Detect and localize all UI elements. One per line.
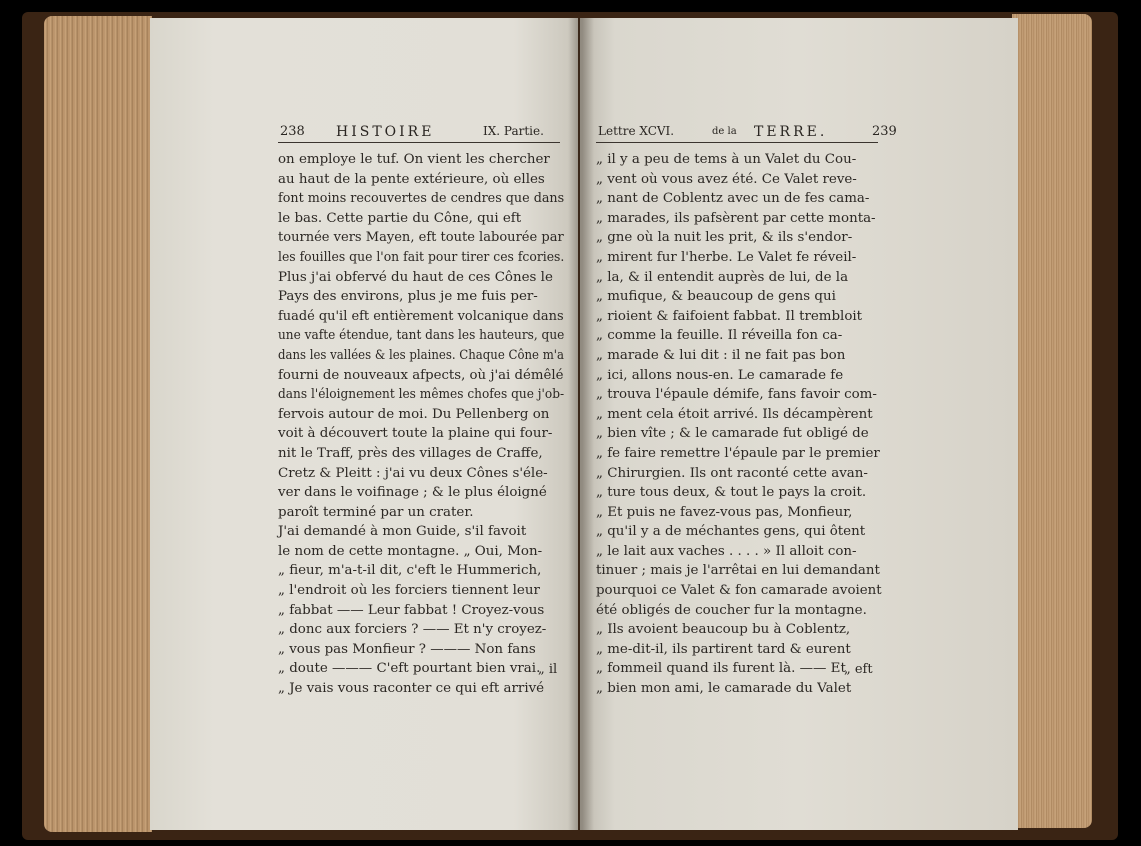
left-text-line: le nom de cette montagne. „ Oui, Mon- <box>278 543 543 559</box>
right-text-line: „ ici, allons nous-en. Le camarade fe <box>596 367 844 383</box>
right-text-line: „ me-dit-il, ils partirent tard & eurent <box>596 641 851 657</box>
right-page-edges <box>1012 14 1092 828</box>
right-text-line: „ ture tous deux, & tout le pays la croit. <box>596 485 867 501</box>
right-text-line: „ vent où vous avez été. Ce Valet reve- <box>596 171 857 187</box>
left-text-line: Cretz & Pleitt : j'ai vu deux Cônes s'éle- <box>278 465 548 481</box>
right-text-line: „ nant de Coblentz avec un de fes cama- <box>596 191 870 207</box>
right-catchword: „ eft <box>844 662 873 677</box>
left-text-line: fervois autour de moi. Du Pellenberg on <box>278 406 550 422</box>
right-text-line: été obligés de coucher fur la montagne. <box>596 602 867 618</box>
left-text-line: Plus j'ai obfervé du haut de ces Cônes le <box>278 269 553 285</box>
right-text-line: „ Ils avoient beaucoup bu à Coblentz, <box>596 622 851 638</box>
left-page-edges <box>44 16 152 832</box>
left-text-line: les fouilles que l'on fait pour tirer ces fcories. <box>278 249 565 265</box>
right-text-line: „ marades, ils pafsèrent par cette monta- <box>596 210 876 226</box>
left-text-line: fourni de nouveaux afpects, où j'ai démêlé <box>278 367 564 383</box>
left-text-line: font moins recouvertes de cendres que dans <box>278 191 565 207</box>
left-running-title: HISTOIRE <box>336 124 435 140</box>
right-body-text <box>596 150 882 699</box>
left-catchword: „ il <box>538 662 558 677</box>
right-text-line: „ la, & il entendit auprès de lui, de la <box>596 269 849 285</box>
right-text-line: „ marade & lui dit : il ne fait pas bon <box>596 347 846 363</box>
right-text-line: „ rioient & faifoient fabbat. Il trembloit <box>596 308 863 324</box>
left-text-line: fuadé qu'il eft entièrement volcanique dans <box>278 308 564 324</box>
right-text-line: „ ment cela étoit arrivé. Ils décampèrent <box>596 406 873 422</box>
right-header <box>598 124 898 144</box>
left-text-line: „ fieur, m'a-t-il dit, c'eft le Hummerich, <box>278 563 542 579</box>
left-text-line: paroît terminé par un crater. <box>278 504 474 520</box>
left-text-line: voit à découvert toute la plaine qui four- <box>278 426 553 442</box>
book-gutter <box>568 18 594 830</box>
left-text-line: Pays des environs, plus je me fuis per- <box>278 289 538 305</box>
right-text-line: „ comme la feuille. Il réveilla fon ca- <box>596 328 843 344</box>
right-text-line: „ gne où la nuit les prit, & ils s'endor- <box>596 230 853 246</box>
right-text-line: „ bien mon ami, le camarade du Valet <box>596 681 852 697</box>
right-text-line: tinuer ; mais je l'arrêtai en lui demandant <box>596 563 880 579</box>
right-text-line: „ il y a peu de tems à un Valet du Cou- <box>596 152 857 167</box>
right-text-line: „ qu'il y a de méchantes gens, qui ôtent <box>596 524 866 540</box>
right-text-line: „ trouva l'épaule démife, fans favoir com- <box>596 387 877 403</box>
right-text-line: „ mirent fur l'herbe. Le Valet fe réveil- <box>596 249 857 265</box>
left-header-rule <box>278 142 560 143</box>
left-text-line: „ l'endroit où les forciers tiennent leur <box>278 583 540 599</box>
left-text-line: „ fabbat —— Leur fabbat ! Croyez-vous <box>278 602 545 618</box>
left-text-line: „ doute ——— C'eft pourtant bien vrai. <box>278 661 541 677</box>
right-text-line: „ Et puis ne favez-vous pas, Monfieur, <box>596 504 853 520</box>
right-text-line: pourquoi ce Valet & fon camarade avoient <box>596 583 882 599</box>
right-page <box>580 18 1018 830</box>
right-text-line: „ mufique, & beaucoup de gens qui <box>596 289 836 305</box>
right-text-line: „ fommeil quand ils furent là. —— Et <box>596 661 846 677</box>
left-text-line: dans l'éloignement les mêmes chofes que j'ob- <box>278 387 565 403</box>
left-text-line: J'ai demandé à mon Guide, s'il favoit <box>278 524 527 540</box>
left-text-line: le bas. Cette partie du Cône, qui eft <box>278 210 522 226</box>
left-text-line: „ vous pas Monfieur ? ——— Non fans <box>278 641 536 657</box>
left-header <box>280 124 560 144</box>
right-running-terre: TERRE. <box>754 124 828 140</box>
left-text-line: ver dans le voifinage ; & le plus éloigné <box>278 485 547 501</box>
left-text-line: une vafte étendue, tant dans les hauteurs, que <box>278 328 565 344</box>
right-text-line: „ bien vîte ; & le camarade fut obligé de <box>596 426 869 442</box>
right-page-number: 239 <box>872 124 897 139</box>
left-text-line: „ Je vais vous raconter ce qui eft arrivé <box>278 681 545 697</box>
right-text-line: „ le lait aux vaches . . . . » Il alloit con- <box>596 543 857 559</box>
left-text-line: on employe le tuf. On vient les chercher <box>278 152 550 167</box>
left-part: IX. Partie. <box>483 124 544 138</box>
left-text-line: nit le Traff, près des villages de Craffe, <box>278 445 543 461</box>
right-running-de-la: de la <box>712 126 737 137</box>
left-page <box>150 18 578 830</box>
left-text-line: dans les vallées & les plaines. Chaque Cône m'a <box>278 347 565 363</box>
left-text-line: au haut de la pente extérieure, où elles <box>278 171 545 187</box>
right-text-line: „ Chirurgien. Ils ont raconté cette avan- <box>596 465 868 481</box>
right-text-line: „ fe faire remettre l'épaule par le premier <box>596 445 880 461</box>
left-text-line: tournée vers Mayen, eft toute labourée par <box>278 230 564 246</box>
right-running-letter: Lettre XCVI. <box>598 124 675 138</box>
left-body-text <box>278 150 564 699</box>
right-header-rule <box>596 142 878 143</box>
left-text-line: „ donc aux forciers ? —— Et n'y croyez- <box>278 622 547 638</box>
left-page-number: 238 <box>280 124 305 139</box>
